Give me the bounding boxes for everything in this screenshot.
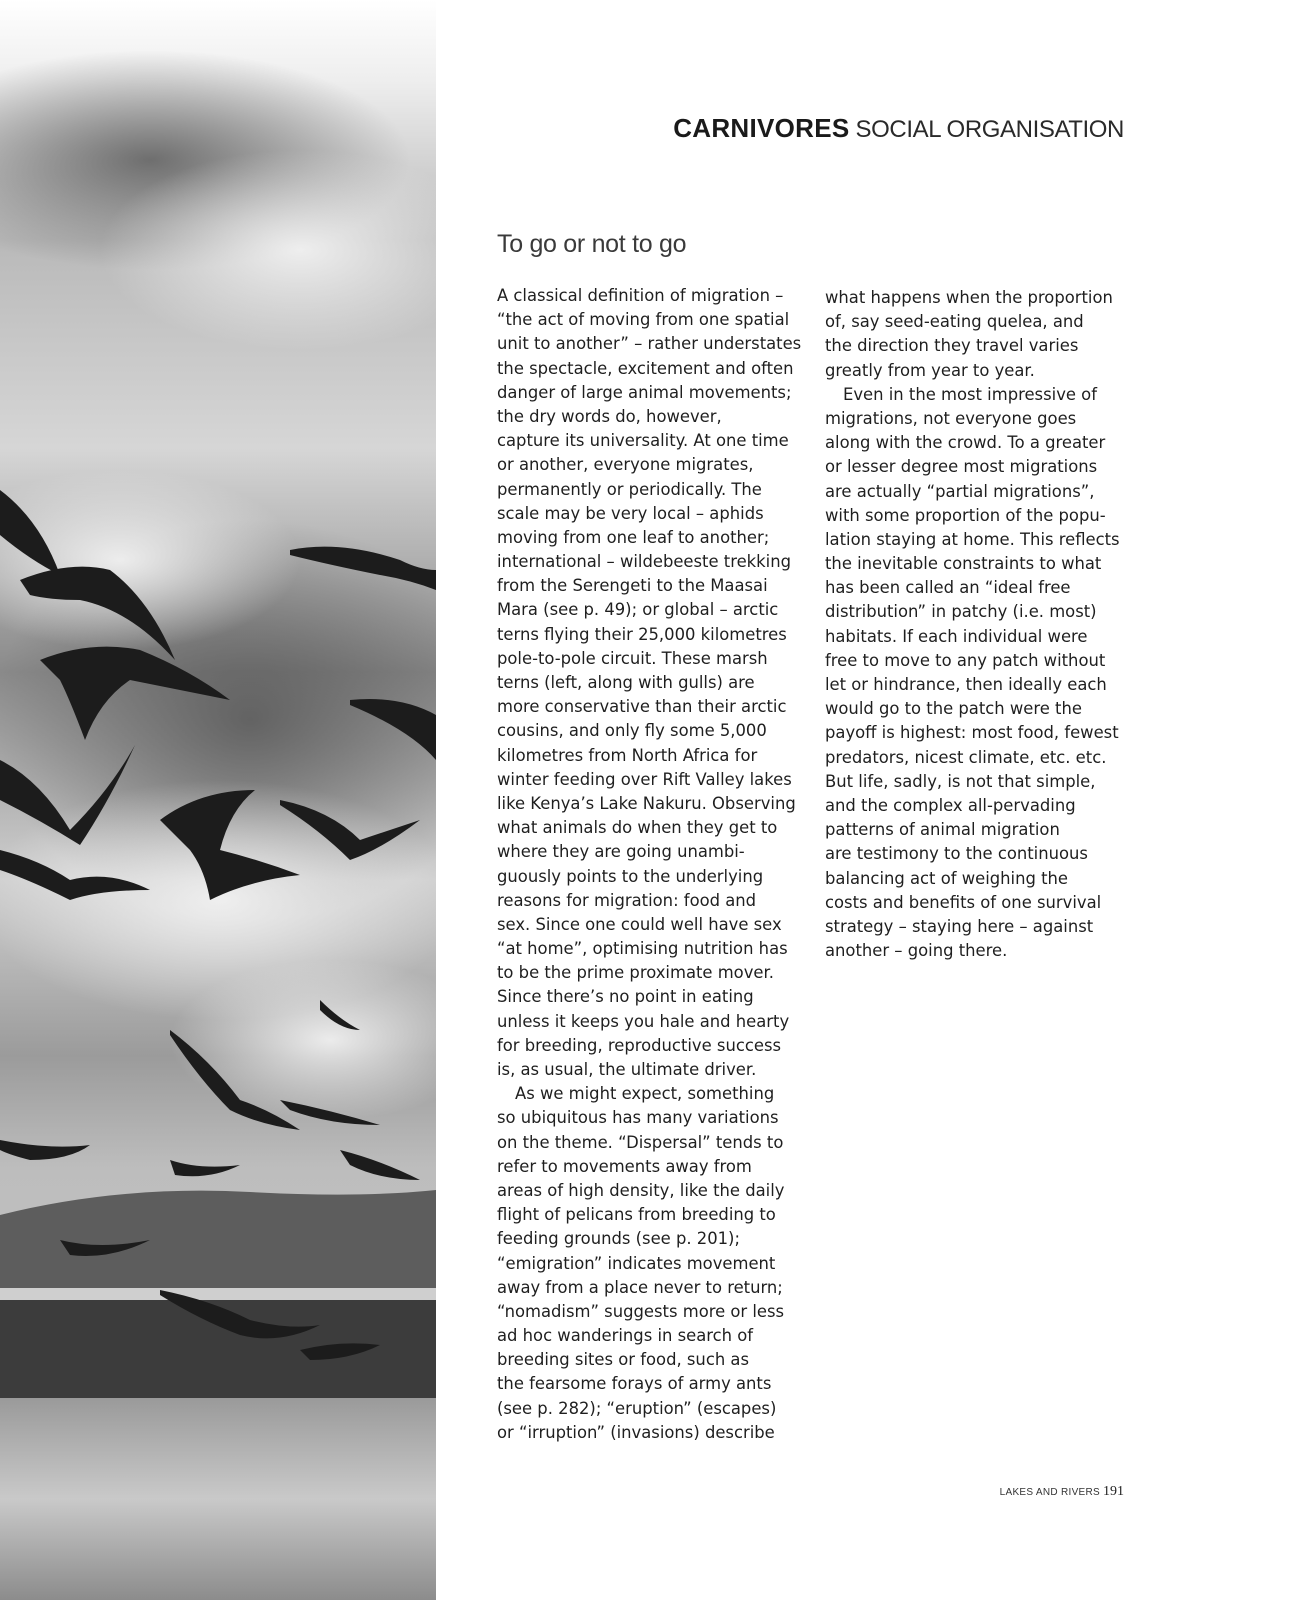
text-line: another – going there. [825,941,1008,961]
text-line: unless it keeps you hale and hearty [497,1011,790,1031]
text-line: migrations, not everyone goes [825,408,1077,428]
text-line: so ubiquitous has many variations [497,1108,779,1128]
text-line: like Kenya’s Lake Nakuru. Observing [497,793,796,813]
text-line: habitats. If each individual were [825,626,1088,646]
text-line: ad hoc wanderings in search of [497,1326,754,1346]
text-line: Since there’s no point in eating [497,987,754,1007]
text-line: let or hindrance, then ideally each [825,675,1107,694]
text-line: along with the crowd. To a greater [825,433,1106,453]
text-line: the fearsome forays of army ants [497,1374,772,1394]
text-line: A classical definition of migration – [497,286,784,305]
text-line: flight of pelicans from breeding to [497,1205,776,1225]
bird-flock-photo [0,0,436,1600]
text-line: unit to another” – rather understates [497,334,802,354]
text-line: the direction they travel varies [825,336,1079,356]
text-line: patterns of animal migration [825,820,1060,840]
text-line: for breeding, reproductive success [497,1035,782,1055]
text-line: has been called an “ideal free [825,578,1071,598]
text-line: sex. Since one could well have sex [497,914,782,934]
text-line: Even in the most impressive of [843,384,1097,404]
text-line: feeding grounds (see p. 201); [497,1229,740,1249]
text-line: free to move to any patch without [825,650,1106,670]
text-line: “the act of moving from one spatial [497,310,790,330]
text-line: away from a place never to return; [497,1277,783,1297]
text-line: breeding sites or food, such as [497,1350,750,1370]
footer-section: LAKES AND RIVERS [999,1487,1100,1498]
text-column-2 [825,286,1125,963]
text-line: pole-to-pole circuit. These marsh [497,648,768,668]
text-line: the spectacle, excitement and often [497,358,794,378]
text-line: international – wildebeeste trekking [497,552,791,572]
text-line: terns flying their 25,000 kilometres [497,624,787,644]
text-line: cousins, and only fly some 5,000 [497,721,767,741]
text-line: “nomadism” suggests more or less [497,1301,785,1321]
text-line: “at home”, optimising nutrition has [497,939,788,959]
text-line: kilometres from North Africa for [497,745,758,765]
text-line: with some proportion of the popu- [825,505,1106,525]
text-line: As we might expect, something [515,1084,775,1104]
text-line: more conservative than their arctic [497,697,787,717]
text-line: what happens when the proportion [825,288,1113,307]
text-line: scale may be very local – aphids [497,503,764,523]
page-footer [930,1482,1124,1500]
text-line: lation staying at home. This reflects [825,529,1120,549]
text-column-1 [497,284,802,1445]
text-line: balancing act of weighing the [825,868,1068,888]
article-title: To go or not to go [497,230,687,258]
text-line: winter feeding over Rift Valley lakes [497,769,792,789]
text-line: distribution” in patchy (i.e. most) [825,602,1097,622]
text-line: greatly from year to year. [825,360,1035,380]
text-line: the dry words do, however, [497,406,722,426]
text-line: on the theme. “Dispersal” tends to [497,1132,784,1152]
text-line: costs and benefits of one survival [825,892,1102,912]
text-line: Mara (see p. 49); or global – arctic [497,600,779,620]
text-line: terns (left, along with gulls) are [497,673,755,692]
text-line: would go to the patch were the [825,699,1082,719]
text-line: areas of high density, like the daily [497,1180,785,1200]
text-line: (see p. 282); “eruption” (escapes) [497,1398,777,1418]
text-line: capture its universality. At one time [497,431,789,451]
header-subsection: SOCIAL ORGANISATION [855,116,1124,143]
text-line: danger of large animal movements; [497,382,792,402]
header-section: CARNIVORES [673,113,850,143]
text-line: where they are going unambi- [497,842,745,862]
running-header [560,113,1124,147]
text-line: and the complex all-pervading [825,795,1076,815]
text-line: are actually “partial migrations”, [825,481,1095,501]
text-line: reasons for migration: food and [497,890,757,910]
text-line: strategy – staying here – against [825,916,1094,936]
text-line: the inevitable constraints to what [825,554,1102,574]
text-line: of, say seed-eating quelea, and [825,312,1084,332]
text-line: But life, sadly, is not that simple, [825,771,1096,791]
text-line: refer to movements away from [497,1156,752,1176]
text-line: what animals do when they get to [497,818,778,838]
text-line: “emigration” indicates movement [497,1253,776,1273]
page-number: 191 [1103,1484,1124,1499]
text-line: permanently or periodically. The [497,479,762,499]
text-line: moving from one leaf to another; [497,527,770,547]
text-line: payoff is highest: most food, fewest [825,723,1119,743]
text-line: guously points to the underlying [497,866,764,886]
text-line: to be the prime proximate mover. [497,963,774,983]
text-line: are testimony to the continuous [825,844,1088,864]
text-line: is, as usual, the ultimate driver. [497,1060,757,1079]
text-line: or lesser degree most migrations [825,457,1098,477]
text-line: predators, nicest climate, etc. etc. [825,747,1107,767]
text-line: or “irruption” (invasions) describe [497,1422,775,1442]
text-line: or another, everyone migrates, [497,455,754,475]
text-line: from the Serengeti to the Maasai [497,576,768,596]
